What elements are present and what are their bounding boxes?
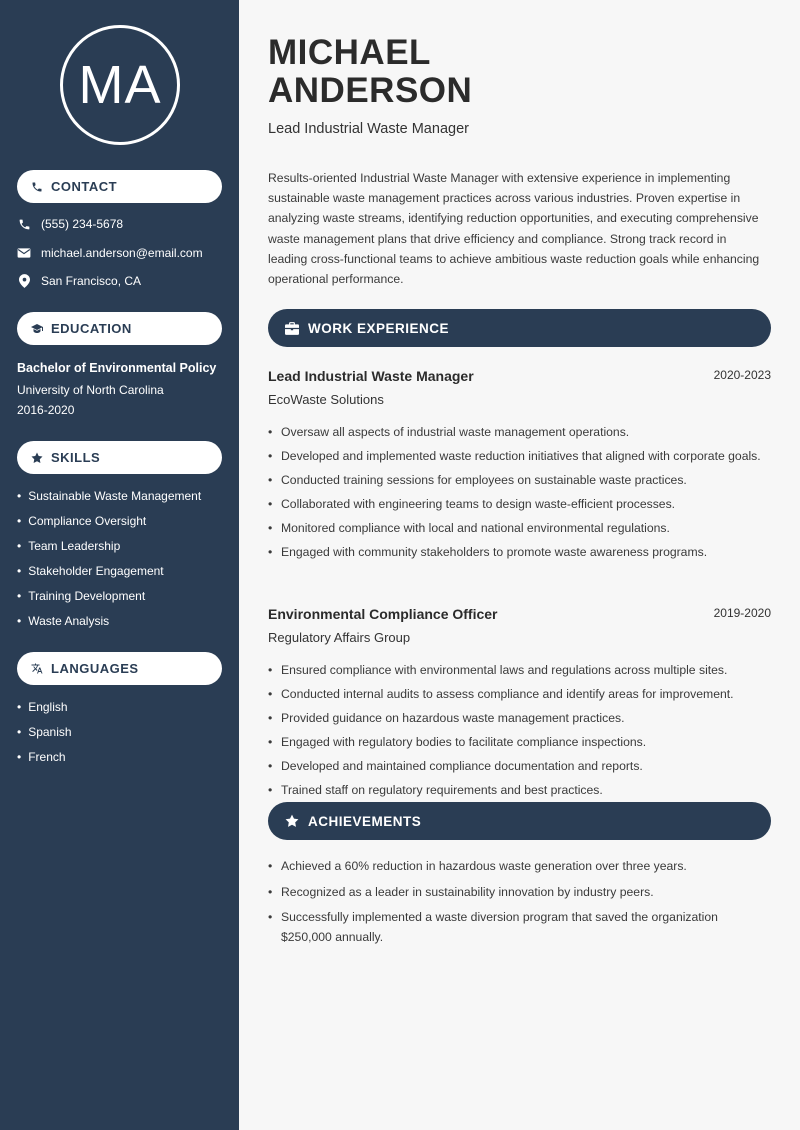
email-icon — [17, 246, 31, 260]
star-icon — [31, 452, 43, 464]
education-heading-pill — [17, 312, 222, 345]
job-role: Environmental Compliance Officer — [268, 606, 498, 622]
contact-phone-row — [17, 217, 123, 231]
job-company: Regulatory Affairs Group — [268, 630, 411, 645]
job-bullets — [268, 661, 763, 805]
monogram-initials: MA — [78, 55, 162, 115]
skills-heading-pill — [17, 441, 222, 474]
job-role: Lead Industrial Waste Manager — [268, 368, 474, 384]
achievement-item: • Achieved a 60% reduction in hazardous waste generation over three years. — [268, 857, 748, 877]
language-item: • French — [17, 750, 72, 775]
contact-heading-pill — [17, 170, 222, 203]
location-pin-icon — [17, 274, 31, 288]
job-bullet: • Conducted training sessions for employees on sustainable waste practices. — [268, 471, 763, 491]
skill-item: • Waste Analysis — [17, 614, 201, 639]
contact-email-row — [17, 246, 203, 260]
job-bullet: • Ensured compliance with environmental laws and regulations across multiple sites. — [268, 661, 763, 681]
education-degree: Bachelor of Environmental Policy — [17, 361, 217, 375]
translate-icon — [31, 663, 43, 675]
skill-item: • Compliance Oversight — [17, 514, 201, 539]
achievements-list — [268, 857, 748, 952]
sidebar — [0, 0, 239, 1130]
summary-paragraph: Results-oriented Industrial Waste Manager with extensive experience in implementing sustainable waste management practices across various industries. Proven expertise in analyzing waste streams, identifying reduction opportunities, and executing comprehensive waste management plans that drive efficiency and compliance. Strong track record in leading cross-functional teams to achieve ambitious waste reduction goals while enhancing operational performance. — [268, 171, 760, 287]
candidate-title: Lead Industrial Waste Manager — [268, 121, 469, 137]
job-bullet: • Provided guidance on hazardous waste management practices. — [268, 709, 763, 729]
achievement-item: • Successfully implemented a waste diversion program that saved the organization $250,000 annually. — [268, 908, 748, 947]
briefcase-icon — [285, 321, 299, 335]
job-dates: 2019-2020 — [713, 606, 771, 620]
job-bullet: • Monitored compliance with local and national environmental regulations. — [268, 519, 763, 539]
name-last: ANDERSON — [268, 71, 473, 110]
work-experience-heading-bar — [268, 309, 771, 347]
education-school: University of North Carolina — [17, 383, 164, 397]
achievements-heading-bar — [268, 802, 771, 840]
phone-icon — [31, 181, 43, 193]
languages-heading-pill — [17, 652, 222, 685]
languages-heading: LANGUAGES — [51, 661, 139, 676]
name-first: MICHAEL — [268, 33, 431, 72]
job-bullet: • Developed and maintained compliance documentation and reports. — [268, 757, 763, 777]
job-company: EcoWaste Solutions — [268, 392, 384, 407]
education-heading: EDUCATION — [51, 321, 132, 336]
contact-location: San Francisco, CA — [41, 274, 142, 288]
contact-heading: CONTACT — [51, 179, 118, 194]
skills-list — [17, 489, 201, 639]
skills-heading: SKILLS — [51, 450, 101, 465]
skill-item: • Stakeholder Engagement — [17, 564, 201, 589]
skill-item: • Team Leadership — [17, 539, 201, 564]
skill-item: • Sustainable Waste Management — [17, 489, 201, 514]
skill-item: • Training Development — [17, 589, 201, 614]
job-bullet: • Engaged with regulatory bodies to facilitate compliance inspections. — [268, 733, 763, 753]
job-bullet: • Developed and implemented waste reduction initiatives that aligned with corporate goals. — [268, 447, 763, 467]
contact-email[interactable]: michael.anderson@email.com — [41, 246, 203, 260]
education-years: 2016-2020 — [17, 403, 75, 417]
languages-list — [17, 700, 72, 775]
phone-icon — [17, 217, 31, 231]
job-bullet: • Collaborated with engineering teams to design waste-efficient processes. — [268, 495, 763, 515]
contact-location-row — [17, 274, 141, 288]
work-experience-heading: WORK EXPERIENCE — [308, 320, 450, 336]
achievements-heading: ACHIEVEMENTS — [308, 813, 422, 829]
graduation-cap-icon — [31, 323, 43, 335]
job-bullet: • Trained staff on regulatory requirements and best practices. — [268, 781, 763, 801]
job-dates: 2020-2023 — [713, 368, 771, 382]
job-bullet: • Engaged with community stakeholders to promote waste awareness programs. — [268, 543, 763, 563]
language-item: • Spanish — [17, 725, 72, 750]
achievement-item: • Recognized as a leader in sustainability innovation by industry peers. — [268, 883, 748, 903]
job-bullets — [268, 423, 763, 567]
candidate-name — [268, 34, 472, 110]
star-icon — [285, 814, 299, 828]
job-bullet: • Conducted internal audits to assess compliance and identify areas for improvement. — [268, 685, 763, 705]
contact-phone: (555) 234-5678 — [41, 217, 124, 231]
monogram-circle — [60, 25, 180, 145]
language-item: • English — [17, 700, 72, 725]
job-bullet: • Oversaw all aspects of industrial waste management operations. — [268, 423, 763, 443]
